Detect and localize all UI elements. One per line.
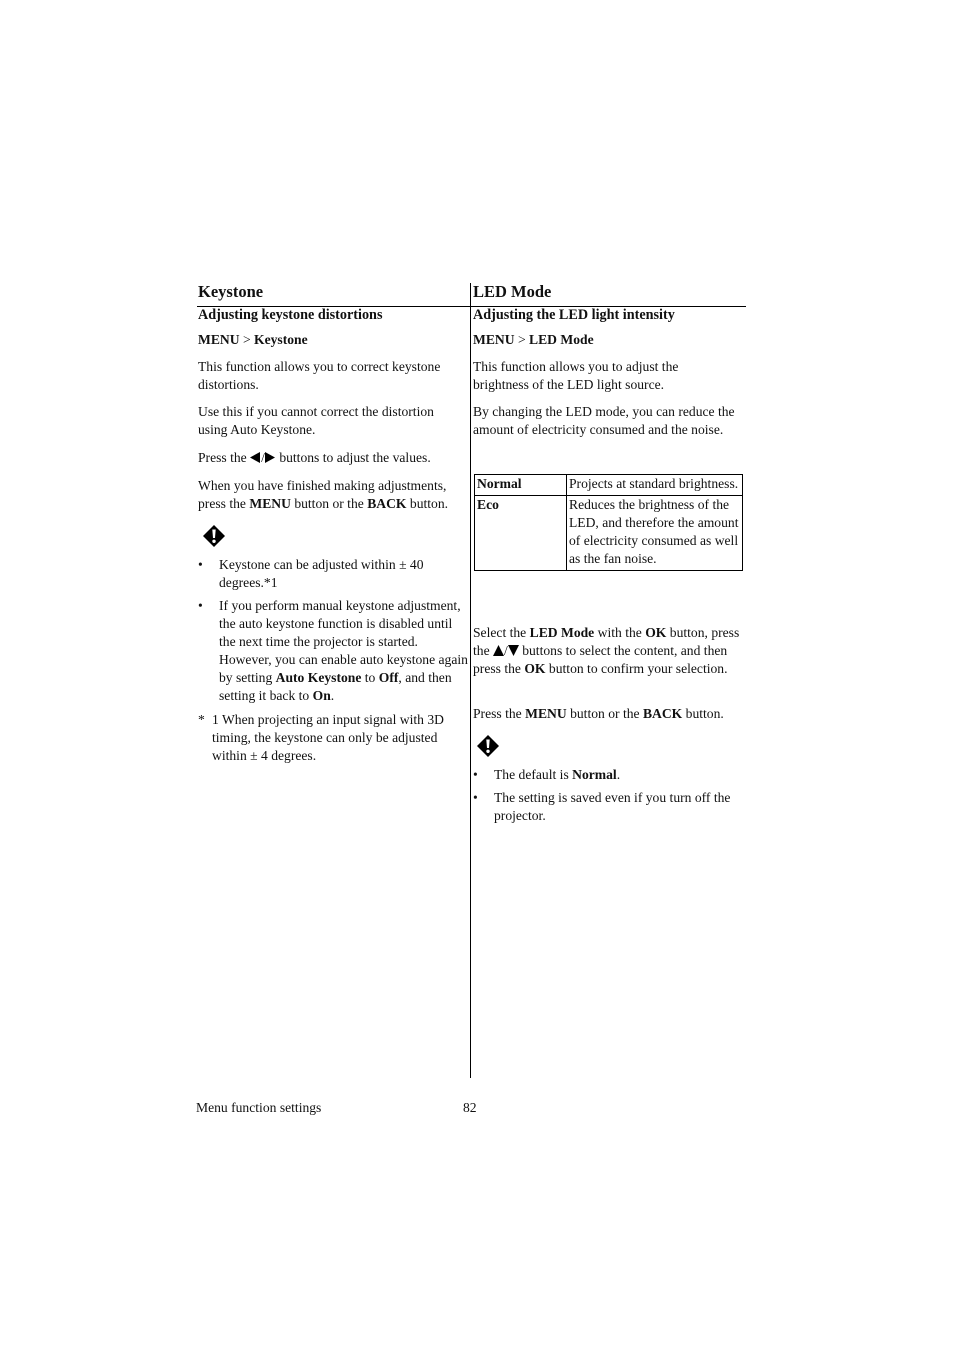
- caution-icon: [203, 525, 225, 552]
- bullet: •: [198, 557, 203, 572]
- note-text: If you perform manual keystone adjustment, the auto keystone function is disabled until the next time the projector is started. However, you can enable auto keystone again by setting: [219, 598, 468, 685]
- bullet: •: [473, 790, 478, 805]
- right-arrow-icon: [265, 452, 276, 463]
- select-text-end: button to confirm your selection.: [548, 661, 728, 676]
- select-text: Select the: [473, 625, 527, 640]
- keystone-intro-paragraph: This function allows you to correct keystone distortions.: [198, 359, 441, 392]
- keystone-heading: Keystone: [198, 282, 264, 301]
- led-intro-paragraph: This function allows you to adjust the brightness of the LED light source.: [473, 359, 679, 392]
- menu-button-ref: MENU: [525, 706, 567, 721]
- table-cell-desc: Projects at standard brightness.: [567, 475, 743, 496]
- led-mode-table: [474, 474, 743, 571]
- led-mode-ref: LED Mode: [529, 625, 595, 640]
- keystone-notes-list: [198, 556, 468, 710]
- back-button-ref: BACK: [367, 496, 407, 511]
- table-row: [475, 475, 743, 496]
- note-text: The setting is saved even if you turn off the projector.: [494, 790, 731, 823]
- list-item: [198, 556, 468, 592]
- menu-path-separator: >: [517, 332, 526, 347]
- footer-section-title: Menu function settings: [196, 1100, 322, 1115]
- led-mode-subheading: Adjusting the LED light intensity: [473, 307, 675, 323]
- list-item: [473, 789, 745, 825]
- bullet: •: [198, 598, 203, 613]
- caution-icon: [477, 735, 499, 762]
- auto-keystone-ref: Auto Keystone: [275, 670, 362, 685]
- menu-path-separator: >: [242, 332, 251, 347]
- column-divider: [470, 283, 471, 1078]
- ok-button-ref-2: OK: [524, 661, 546, 676]
- menu-button-ref: MENU: [249, 496, 291, 511]
- page-number: 82: [463, 1100, 477, 1115]
- press-text-mid: button or the: [570, 706, 640, 721]
- ok-button-ref: OK: [645, 625, 667, 640]
- keystone-usage-paragraph: Use this if you cannot correct the distortion using Auto Keystone.: [198, 404, 434, 437]
- note-text-mid2: , and then setting it back to: [219, 670, 452, 703]
- footnote-text: 1 When projecting an input signal with 3D timing, the keystone can only be adjusted within ± 4 degrees.: [212, 712, 444, 763]
- left-arrow-icon: [250, 452, 261, 463]
- led-press-paragraph: [473, 705, 745, 723]
- select-text-mid: with the: [597, 625, 642, 640]
- press-text: Press the: [198, 450, 247, 465]
- bullet: •: [473, 767, 478, 782]
- note-text: The default is: [494, 767, 569, 782]
- table-cell-desc: Reduces the brightness of the LED, and therefore the amount of electricity consumed as well as the fan noise.: [567, 496, 743, 571]
- menu-path-menu: MENU: [473, 332, 515, 347]
- table-cell-mode: Normal: [475, 475, 567, 496]
- select-text-mid3: buttons to select the content, and then press the: [473, 643, 728, 676]
- list-item: [198, 597, 468, 705]
- menu-path-target: Keystone: [254, 332, 308, 347]
- menu-path-menu: MENU: [198, 332, 240, 347]
- press-text-end: buttons to adjust the values.: [279, 450, 431, 465]
- led-mode-heading: LED Mode: [473, 282, 552, 301]
- up-arrow-icon: [493, 645, 504, 656]
- keystone-subheading: Adjusting keystone distortions: [198, 307, 383, 323]
- keystone-footnote: [198, 711, 468, 765]
- led-select-paragraph: [473, 624, 745, 678]
- led-notes-list: [473, 766, 745, 830]
- note-text-end: .: [330, 688, 335, 703]
- keystone-press-paragraph: [198, 449, 470, 467]
- finish-text-mid: button or the: [294, 496, 364, 511]
- on-ref: On: [312, 688, 331, 703]
- note-text-end: .: [616, 767, 621, 782]
- press-text: Press the: [473, 706, 522, 721]
- menu-path-target: LED Mode: [529, 332, 594, 347]
- arrow-separator: /: [504, 643, 508, 658]
- select-text-mid2: button, press the: [473, 625, 740, 658]
- note-text: Keystone can be adjusted within ± 40 degrees.*1: [219, 557, 424, 590]
- finish-text-end: button.: [409, 496, 449, 511]
- table-row: [475, 496, 743, 571]
- list-item: [473, 766, 745, 784]
- press-text-end: button.: [685, 706, 724, 721]
- led-changing-paragraph: By changing the LED mode, you can reduce the amount of electricity consumed and the noise.: [473, 404, 735, 437]
- keystone-finish-paragraph: [198, 477, 466, 513]
- back-button-ref: BACK: [642, 706, 683, 721]
- table-cell-mode: Eco: [475, 496, 567, 571]
- down-arrow-icon: [508, 645, 519, 656]
- arrow-separator: /: [261, 450, 265, 465]
- off-ref: Off: [378, 670, 399, 685]
- finish-text: When you have finished making adjustments, press the: [198, 478, 447, 511]
- led-mode-menu-path: [473, 331, 594, 349]
- note-text-mid: to: [364, 670, 376, 685]
- keystone-menu-path: [198, 331, 308, 349]
- normal-ref: Normal: [572, 767, 617, 782]
- footnote-mark: *: [198, 712, 205, 727]
